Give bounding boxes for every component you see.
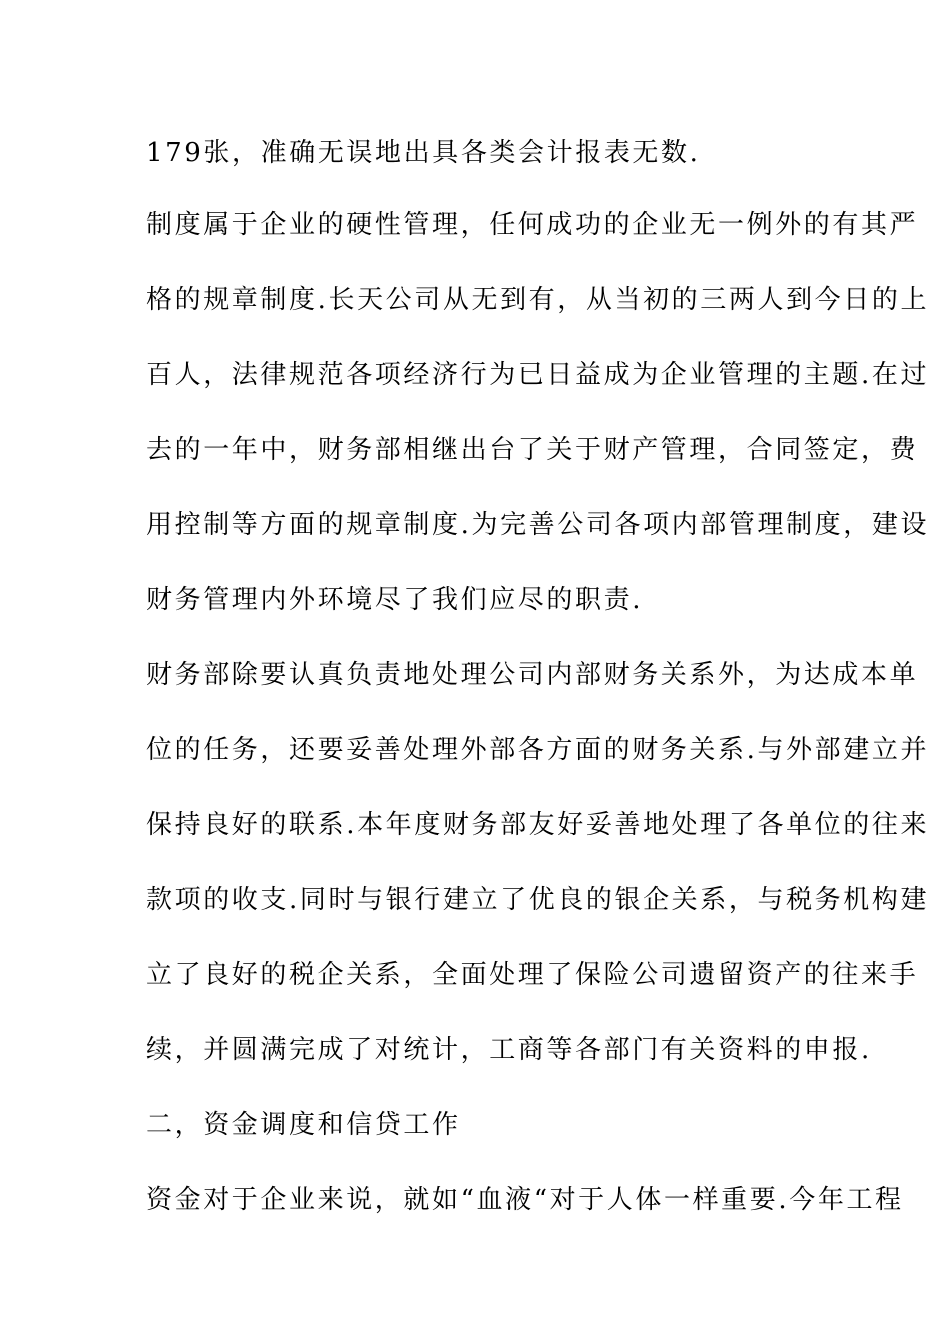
paragraph-line: 制度属于企业的硬性管理，任何成功的企业无一例外的有其严	[146, 210, 919, 240]
text-line: 179张，准确无误地出具各类会计报表无数.	[146, 138, 701, 168]
paragraph-line: 续，并圆满完成了对统计，工商等各部门有关资料的申报.	[146, 1035, 872, 1065]
paragraph-line: 资金对于企业来说，就如“血液“对于人体一样重要.今年工程	[146, 1185, 904, 1215]
paragraph-line: 财务部除要认真负责地处理公司内部财务关系外，为达成本单	[146, 660, 919, 690]
paragraph-line: 百人，法律规范各项经济行为已日益成为企业管理的主题.在过	[146, 360, 930, 390]
section-heading: 二，资金调度和信贷工作	[146, 1110, 461, 1140]
paragraph-line: 位的任务，还要妥善处理外部各方面的财务关系.与外部建立并	[146, 735, 930, 765]
paragraph-line: 去的一年中，财务部相继出台了关于财产管理，合同签定，费	[146, 435, 919, 465]
paragraph-line: 保持良好的联系.本年度财务部友好妥善地处理了各单位的往来	[146, 810, 930, 840]
paragraph-line: 款项的收支.同时与银行建立了优良的银企关系，与税务机构建	[146, 885, 930, 915]
paragraph-line: 用控制等方面的规章制度.为完善公司各项内部管理制度，建设	[146, 510, 930, 540]
paragraph-line: 立了良好的税企关系，全面处理了保险公司遗留资产的往来手	[146, 960, 919, 990]
paragraph-line: 财务管理内外环境尽了我们应尽的职责.	[146, 585, 644, 615]
paragraph-line: 格的规章制度.长天公司从无到有，从当初的三两人到今日的上	[146, 285, 930, 315]
